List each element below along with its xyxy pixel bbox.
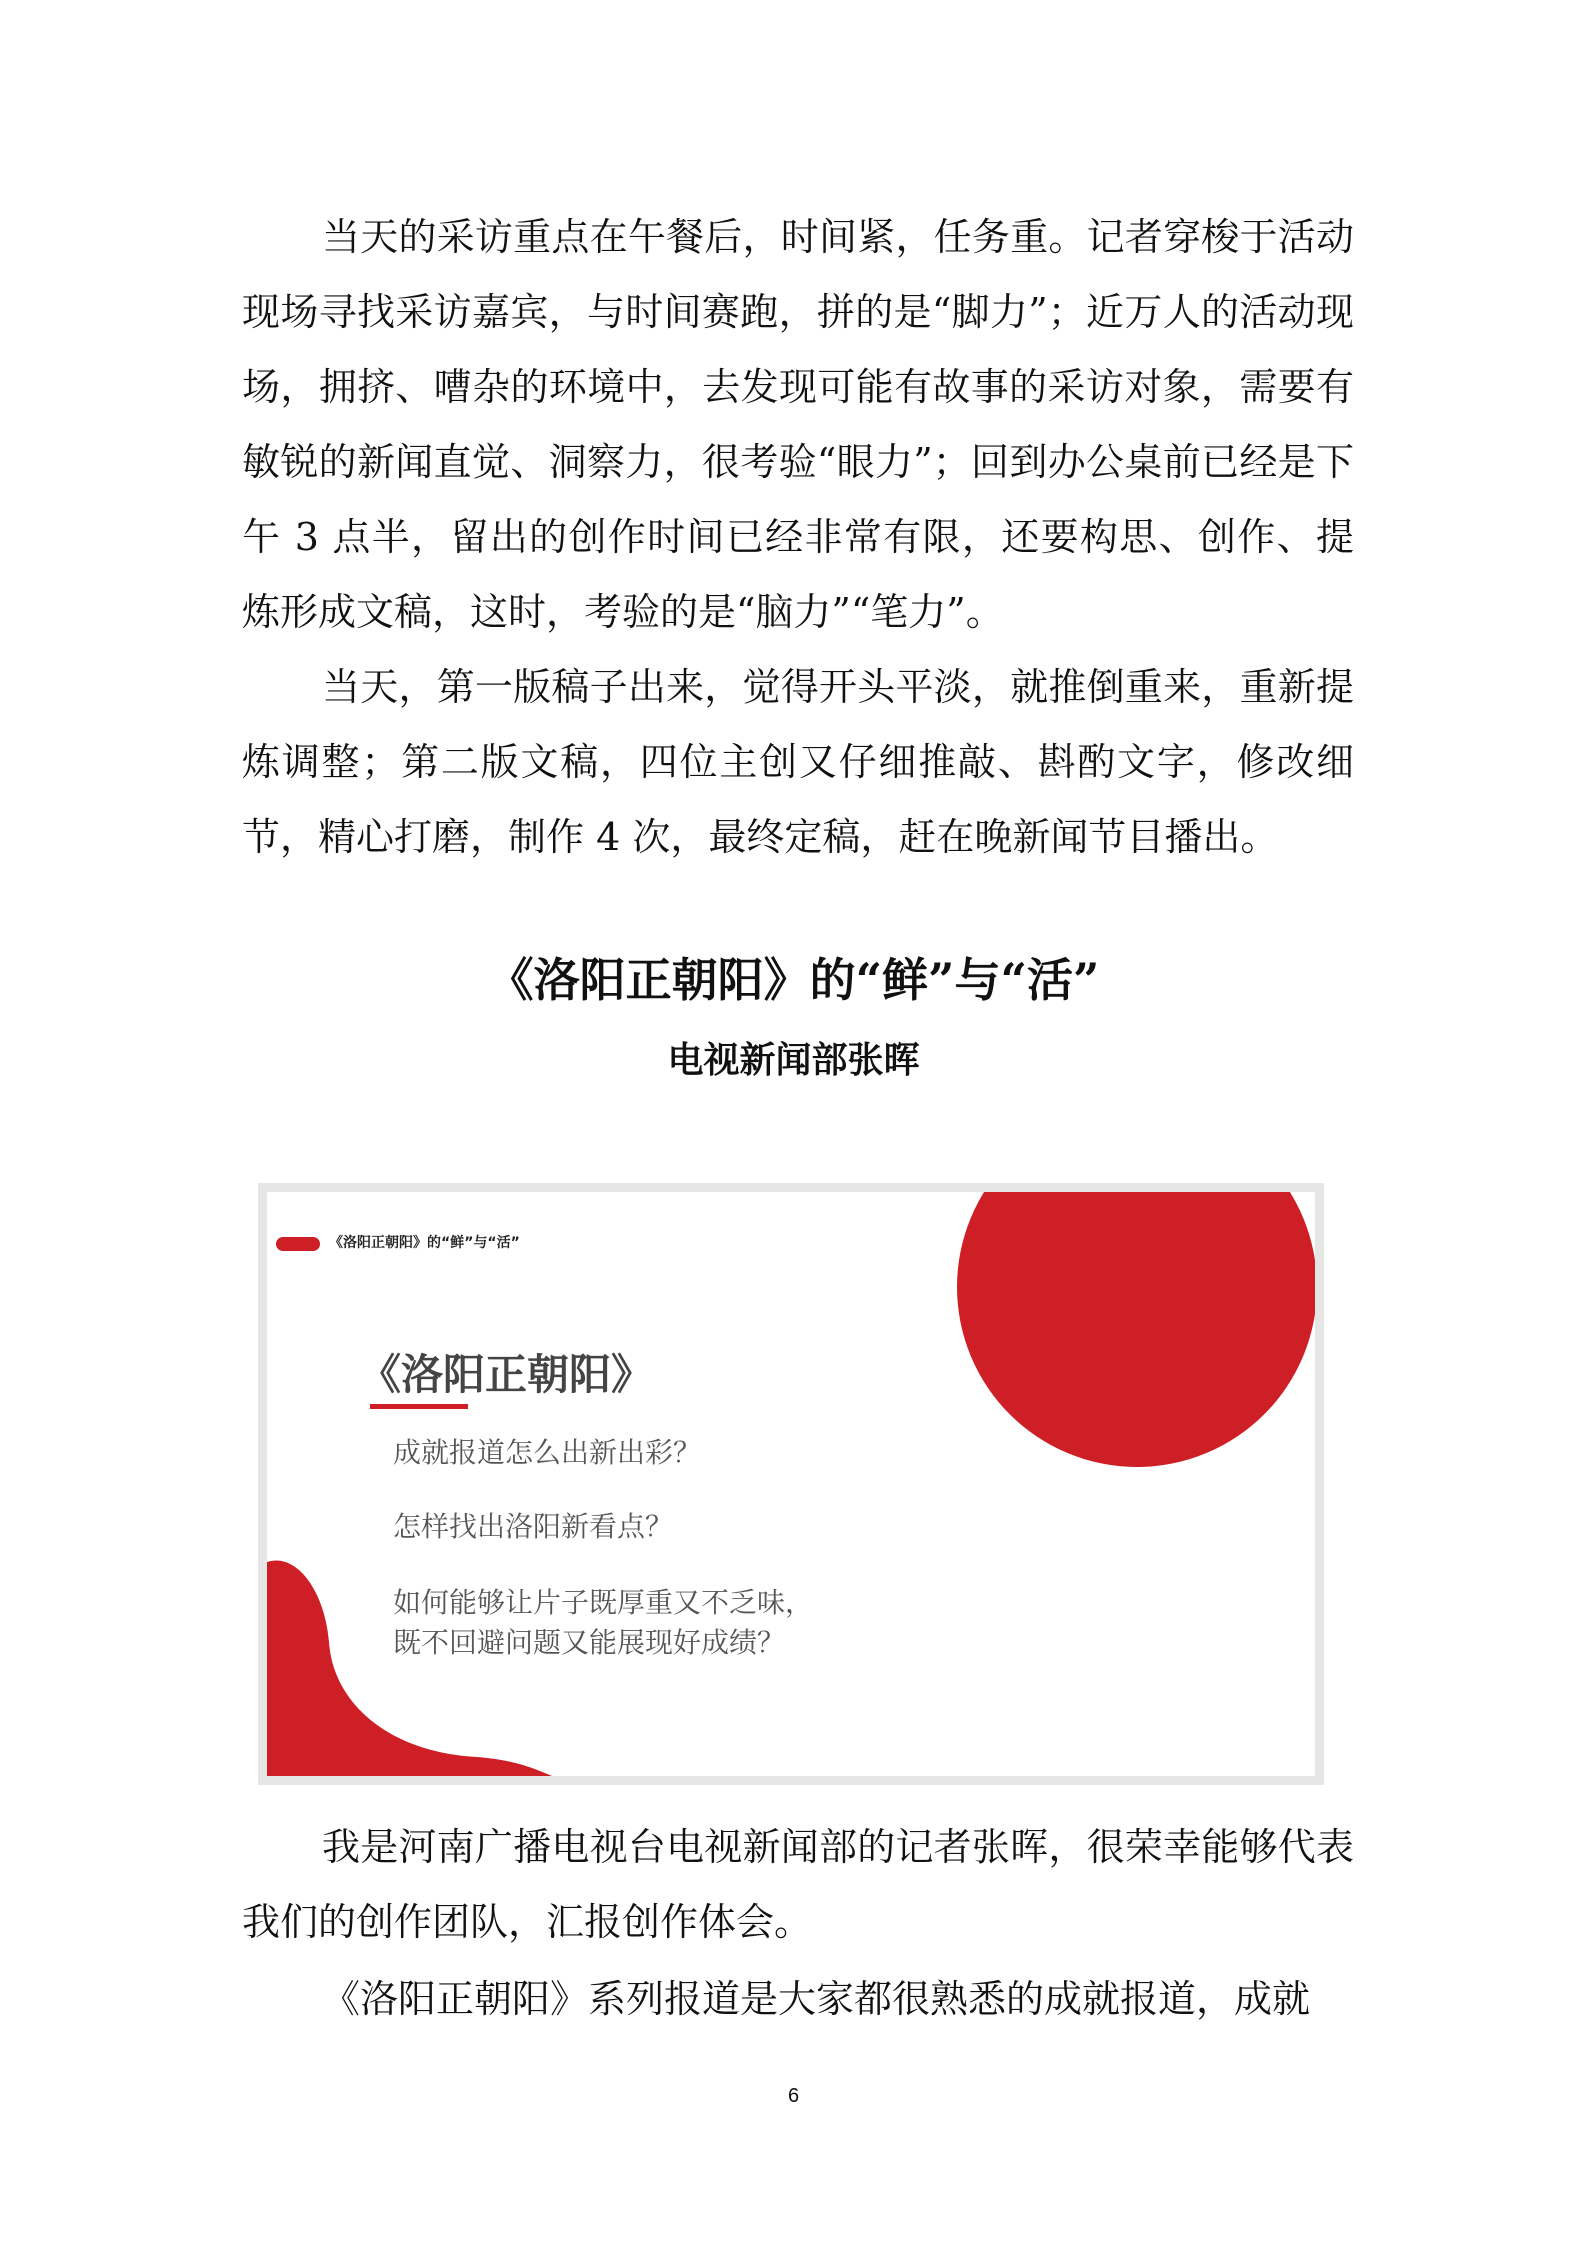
section-author: 电视新闻部张晖	[667, 1039, 920, 1081]
body-paragraph-2: 当天，第一版稿子出来，觉得开头平淡，就推倒重来，重新提炼调整；第二版文稿，四位主创又仔细推敲、斟酌文字，修改细节，精心打磨，制作 4 次，最终定稿，赶在晚新闻节目播出。	[242, 665, 1354, 859]
slide-question-1: 成就报道怎么出新出彩？	[393, 1436, 702, 1469]
section-title: 《洛阳正朝阳》的“鲜”与“活”	[487, 953, 1100, 1007]
page-number: 6	[787, 2085, 800, 2107]
slide-question-3-line-2: 既不回避问题又能展现好成绩？	[393, 1626, 786, 1659]
slide-tag: 《洛阳正朝阳》的“鲜”与“活”	[329, 1235, 520, 1251]
body-paragraph-3: 我是河南广播电视台电视新闻部的记者张晖，很荣幸能够代表我们的创作团队，汇报创作体会。	[242, 1825, 1354, 1944]
slide-decoration	[267, 1192, 1315, 1776]
slide-image	[258, 1183, 1324, 1785]
body-paragraph-1: 当天的采访重点在午餐后，时间紧，任务重。记者穿梭于活动现场寻找采访嘉宾，与时间赛跑，拼的是“脚力”；近万人的活动现场，拥挤、嘈杂的环境中，去发现可能有故事的采访对象，需要有敏锐的新闻直觉、洞察力，很考验“眼力”；回到办公桌前已经是下午 3 点半，留出的创作时间已经非常有限，还要构思、创作、提炼形成文稿，这时，考验的是“脑力”“笔力”。	[242, 215, 1354, 634]
red-circle-shape	[957, 1192, 1315, 1467]
slide-tag-bar	[276, 1237, 320, 1251]
slide-question-3-line-1: 如何能够让片子既厚重又不乏味，	[393, 1586, 814, 1619]
body-paragraph-4: 《洛阳正朝阳》系列报道是大家都很熟悉的成就报道，成就	[322, 1977, 1311, 2021]
slide-heading: 《洛阳正朝阳》	[359, 1350, 654, 1399]
slide-question-2: 怎样找出洛阳新看点？	[393, 1510, 674, 1543]
slide-heading-underline	[370, 1404, 468, 1409]
slide-canvas	[267, 1192, 1315, 1776]
